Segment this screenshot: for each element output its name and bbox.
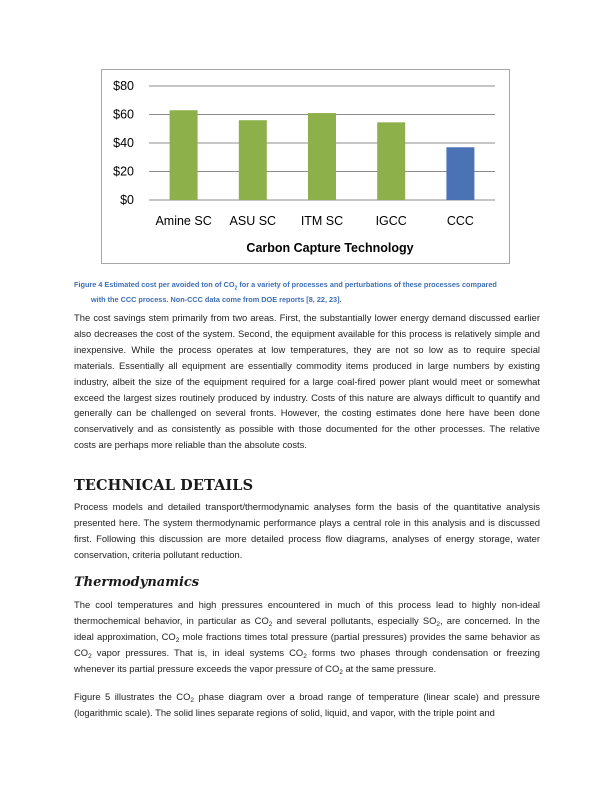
p3-s7: at the same pressure. (342, 662, 437, 674)
p3-s6: forms two phases through condensation or freezing whenever its partial pressure exceeds the vapor pressure of CO (74, 646, 540, 674)
caption-sub: 2 (234, 285, 238, 292)
p4-sub: 2 (190, 697, 194, 704)
heading-thermodynamics: Thermodynamics (74, 575, 200, 590)
y-tick-label: $0 (120, 193, 134, 207)
y-tick-label: $20 (113, 164, 134, 179)
p3-sub: 2 (88, 652, 92, 660)
p4-s2: phase diagram over a broad range of temperature (linear scale) and pressure (logarithmic scale). The solid lines separate regions of solid, liquid, and vapor, with the triple point and (74, 691, 540, 718)
x-tick-label: CCC (446, 214, 474, 228)
caption-line1-a: Figure 4 Estimated cost per avoided ton of CO (74, 280, 235, 289)
paragraph-figure5 (74, 689, 540, 721)
p3-s5: vapor pressures. That is, in ideal systems CO (91, 646, 304, 658)
paragraph-technical: Process models and detailed transport/thermodynamic analyses form the basis of the quantitative analysis presented here. The system thermodynamic performance plays a central role in this analysis and is discussed first. Following this discussion are more detailed process flow diagrams, analyses of energy storage, water conservation, criteria pollutant reduction. (74, 501, 540, 560)
p3-sub: 2 (339, 668, 343, 676)
caption-line2: with the CCC process. Non-CCC data come from DOE reports [8, 22, 23]. (91, 295, 342, 305)
y-tick-label: $60 (113, 107, 134, 122)
y-tick-label: $80 (113, 79, 134, 93)
p3-sub: 2 (436, 620, 441, 628)
x-tick-label: IGCC (375, 214, 407, 228)
figure-caption (74, 279, 544, 305)
x-tick-label: Amine SC (155, 214, 212, 228)
x-axis-title: Carbon Capture Technology (246, 241, 414, 255)
y-tick-label: $40 (113, 136, 134, 150)
p3-s1: The cool temperatures and high pressures encountered in much of this process lead to highly non-ideal thermochemical behavior, in particular as CO (74, 599, 540, 626)
p3-sub: 2 (268, 620, 273, 628)
heading-technical-details: TECHNICAL DETAILS (74, 477, 254, 494)
bar-amine-sc (170, 110, 198, 200)
cost-chart (101, 69, 510, 264)
x-tick-label: ASU SC (229, 214, 277, 228)
p3-s4: mole fractions times total pressure (partial pressures) provides the same behavior as CO (74, 630, 540, 658)
p3-sub: 2 (303, 652, 307, 660)
bar-itm-sc (308, 113, 336, 200)
p3-s2: and several pollutants, especially SO (272, 614, 437, 626)
paragraph-thermodynamics (74, 597, 540, 677)
bar-asu-sc (239, 120, 267, 200)
p3-sub: 2 (175, 636, 180, 644)
bar-ccc (446, 147, 474, 200)
bar-igcc (377, 122, 405, 200)
p4-s1: Figure 5 illustrates the CO (74, 691, 191, 702)
caption-line1-b: for a variety of processes and perturbations of these processes compared (237, 280, 497, 289)
paragraph-cost-savings: The cost savings stem primarily from two areas. First, the substantially lower energy demand discussed earlier also decreases the cost of the system. Second, the equipment available for this process is relatively simple and inexpensive. While the process operates at low temperatures, they are not so low as to require special materials. Essentially all equipment are essentially commodity items produced in large numbers by existing industry, albeit the size of the equipment required for a large coal-fired power plant would meet or somewhat exceed the largest sizes routinely produced by industry. Costs of this nature are always difficult to quantify and generally can be challenged on several fronts. However, the costing estimates done here have been done conservatively and as consistently as possible with those documented for the other processes. The relative costs are perhaps more reliable than the absolute costs. (74, 312, 540, 451)
cost-bar-chart-svg (102, 70, 509, 263)
p3-s3: , are concerned. In the ideal approximation, CO (74, 614, 540, 642)
x-tick-label: ITM SC (300, 214, 344, 228)
